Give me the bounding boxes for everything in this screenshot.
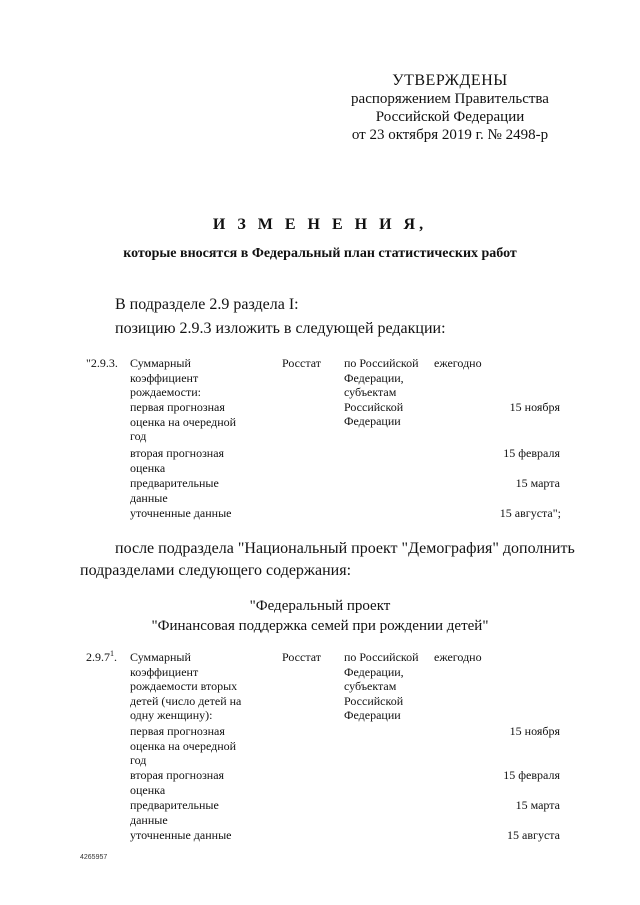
entry-2-item-date: 15 марта (515, 798, 560, 812)
entry-1-agency: Росстат (282, 356, 321, 370)
section-heading-line-2: "Финансовая поддержка семей при рождении детей" (151, 618, 489, 634)
item-label-line: уточненные данные (130, 828, 232, 842)
level-line: субъектам (344, 679, 397, 693)
level-line: Федерации, (344, 664, 404, 679)
entry-1-item-label (130, 476, 219, 505)
item-label-line: предварительные (130, 476, 219, 490)
entry-1-number: "2.9.3. (86, 356, 118, 370)
item-label-line: уточненные данные (130, 506, 232, 520)
intro-line-2: позицию 2.9.3 изложить в следующей редакции: (115, 320, 446, 337)
document-heading: И З М Е Н Е Н И Я, (212, 216, 428, 233)
indicator-line: рождаемости: (130, 385, 201, 399)
entry-2-item-label (130, 798, 219, 827)
indicator-line: Суммарный (130, 650, 191, 664)
entry-1-item-label (130, 400, 236, 444)
entry-1-level (344, 356, 419, 429)
entry-2-item-label (130, 724, 236, 768)
indicator-line: Суммарный (130, 356, 191, 370)
entry-1-item-date: 15 августа"; (499, 506, 561, 520)
level-line: Федерации (344, 414, 401, 428)
item-label-line: первая прогнозная (130, 724, 225, 738)
after-line-2: подразделами следующего содержания: (80, 562, 352, 579)
entry-2-number-base: 2.9.7 (86, 650, 110, 664)
item-label-line: данные (130, 812, 168, 827)
entry-1-frequency: ежегодно (434, 356, 482, 370)
entry-2-level (344, 650, 419, 723)
item-label-line: оценка на очередной (130, 414, 237, 429)
entry-2-agency: Росстат (282, 650, 321, 664)
entry-2-item-label (130, 768, 224, 797)
entry-1-item-date: 15 ноября (509, 400, 560, 414)
entry-2-frequency: ежегодно (434, 650, 482, 664)
item-label-line: предварительные (130, 798, 219, 812)
entry-2-item-label (130, 828, 231, 843)
level-line: Российской (344, 399, 404, 414)
approval-line-1: распоряжением Правительства (351, 91, 549, 107)
after-line-1: после подраздела "Национальный проект "Демография" дополнить (115, 540, 575, 557)
level-line: субъектам (344, 385, 397, 399)
intro-line-1: В подразделе 2.9 раздела I: (115, 296, 299, 313)
level-line: Федерации, (344, 370, 404, 385)
entry-2-item-date: 15 августа (507, 828, 560, 842)
level-line: по Российской (344, 356, 419, 370)
entry-2-number (86, 650, 117, 665)
approval-line-3: от 23 октября 2019 г. № 2498-р (351, 127, 549, 143)
item-label-line: оценка (130, 782, 166, 797)
item-label-line: вторая прогнозная (130, 768, 225, 782)
item-label-line: первая прогнозная (130, 400, 225, 414)
entry-1-indicator (130, 356, 201, 400)
item-label-line: оценка на очередной (130, 738, 237, 753)
entry-2-item-date: 15 ноября (509, 724, 560, 738)
item-label-line: оценка (130, 460, 166, 475)
entry-1-item-label (130, 506, 231, 521)
entry-1-item-date: 15 февраля (503, 446, 560, 460)
entry-2-indicator (130, 650, 241, 723)
item-label-line: год (130, 429, 147, 443)
level-line: Федерации (344, 708, 401, 722)
approval-block (340, 72, 560, 144)
indicator-line: одну женщину): (130, 708, 213, 722)
indicator-line: коэффициент (130, 664, 199, 679)
level-line: Российской (344, 693, 404, 708)
entry-1-item-label (130, 446, 224, 475)
item-label-line: данные (130, 490, 168, 505)
indicator-line: детей (число детей на (130, 693, 242, 708)
item-label-line: вторая прогнозная (130, 446, 225, 460)
entry-1-item-date: 15 марта (515, 476, 560, 490)
approval-title: УТВЕРЖДЕНЫ (392, 72, 508, 89)
entry-2-number-superscript: 1 (110, 649, 114, 658)
indicator-line: рождаемости вторых (130, 679, 238, 693)
approval-line-2: Российской Федерации (375, 109, 525, 125)
section-heading-line-1: "Федеральный проект (249, 598, 391, 614)
entry-2-item-date: 15 февраля (503, 768, 560, 782)
indicator-line: коэффициент (130, 370, 199, 385)
item-label-line: год (130, 753, 147, 767)
document-subheading: которые вносятся в Федеральный план статистических работ (123, 246, 517, 261)
entry-2-number-suffix: . (114, 650, 117, 664)
document-id: 4265957 (80, 854, 108, 861)
level-line: по Российской (344, 650, 419, 664)
